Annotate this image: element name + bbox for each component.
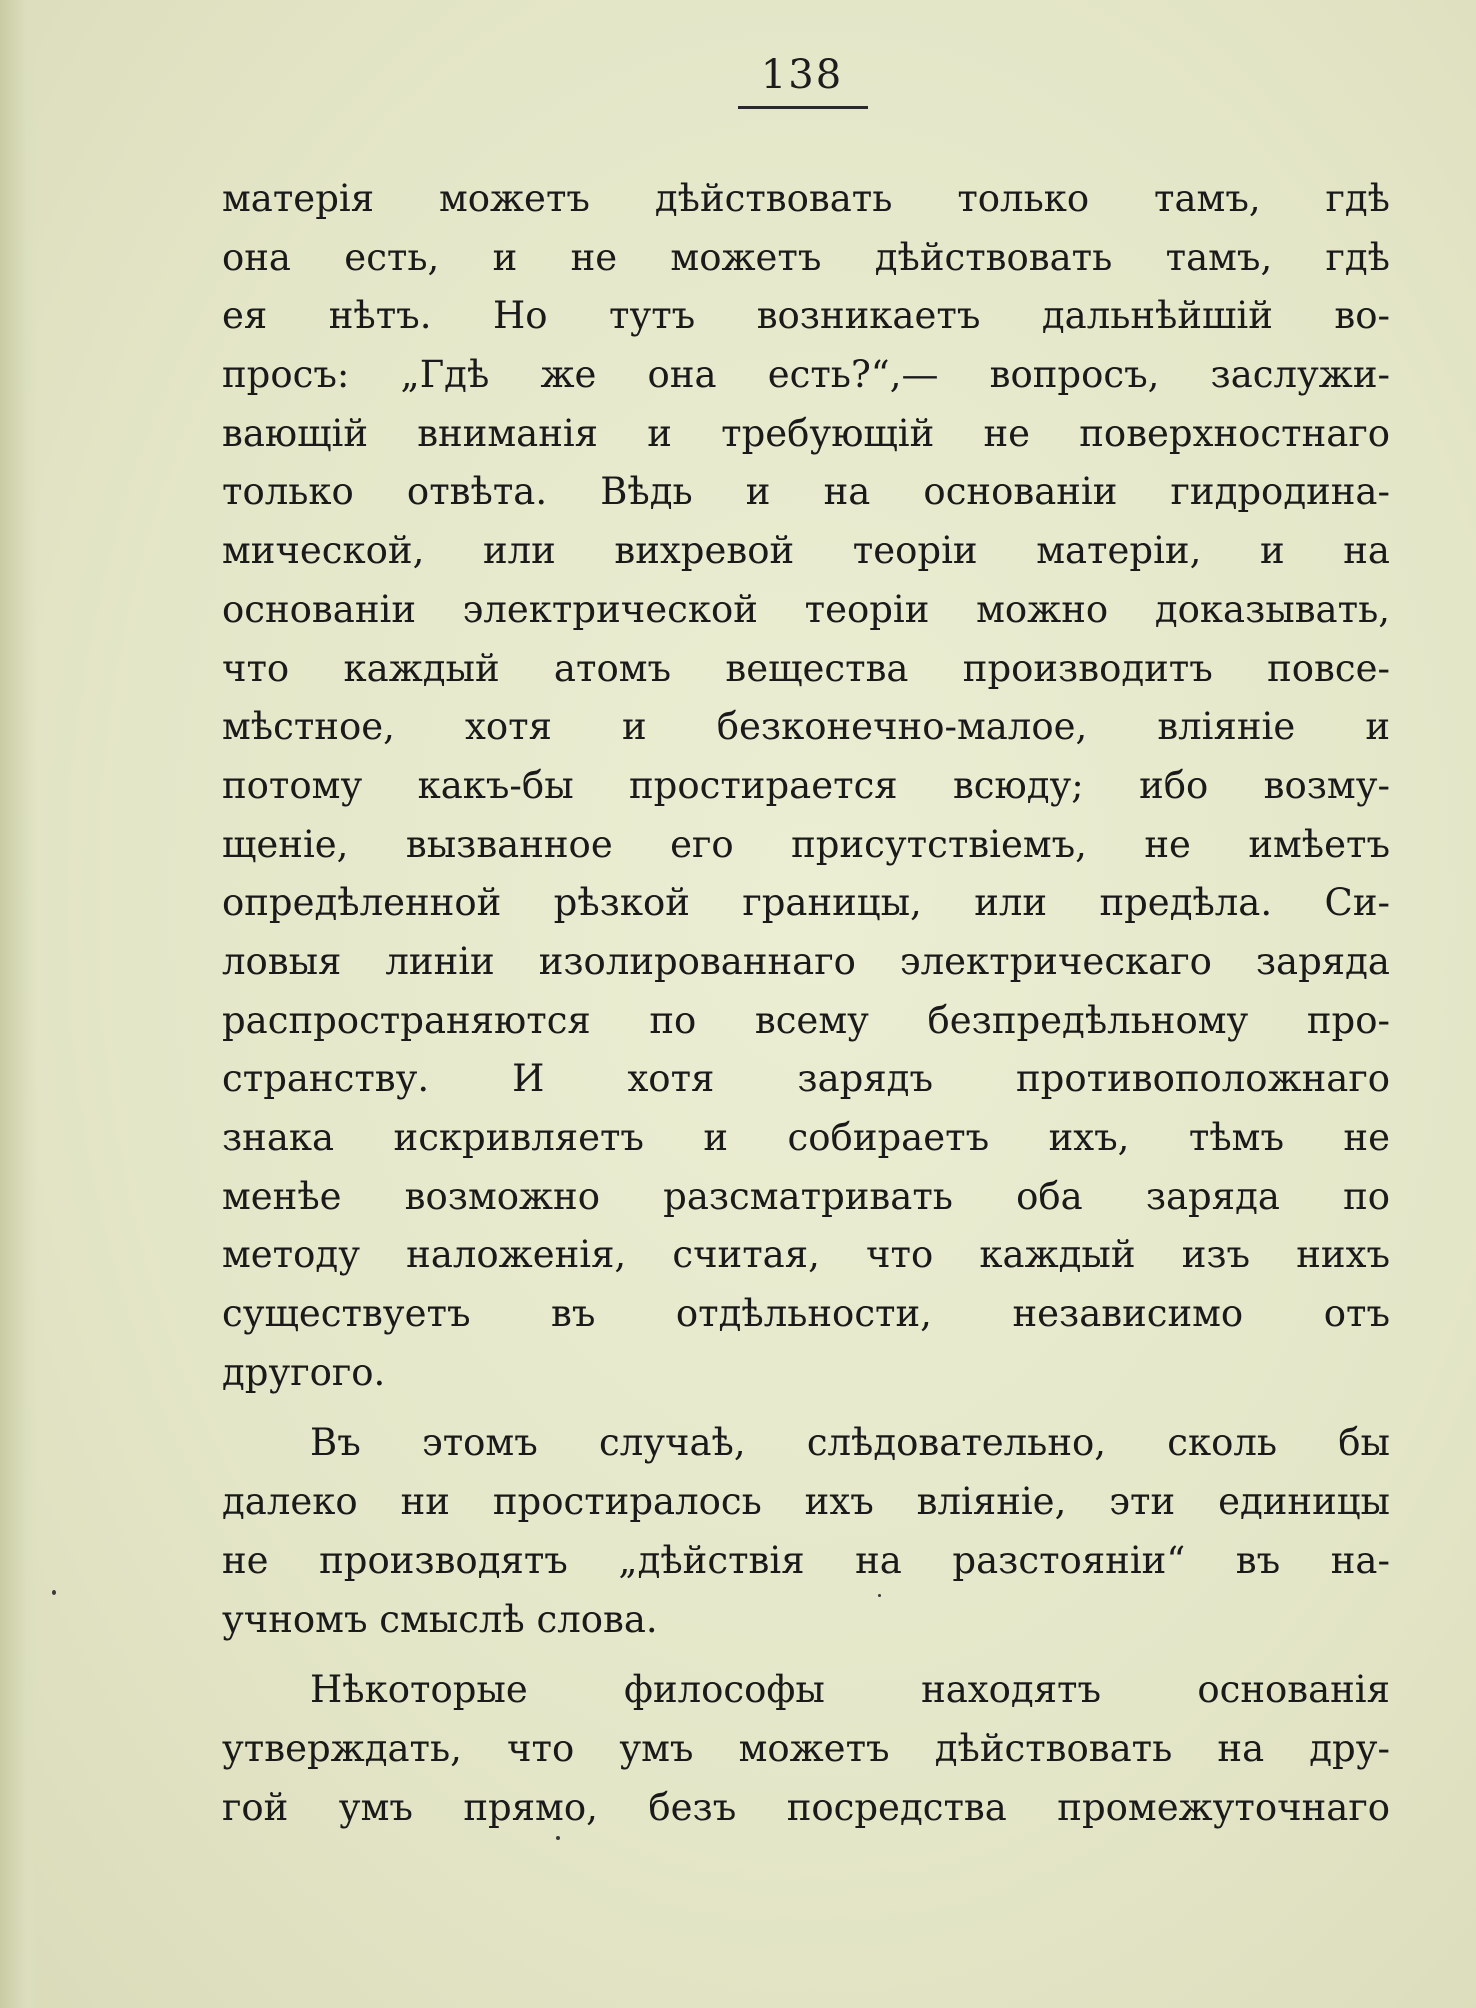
- text-line: Нѣкоторые философы находятъ основанія: [310, 1668, 1390, 1712]
- text-line: вающій вниманія и требующій не поверхностнаго: [222, 411, 1390, 455]
- text-line: утверждать, что умъ можетъ дѣйствовать на дру-: [222, 1726, 1390, 1770]
- text-line: основаніи электрической теоріи можно доказывать,: [222, 587, 1390, 631]
- text-line: не производятъ „дѣйствія на разстояніи“ въ на-: [222, 1538, 1390, 1582]
- paper-speck: [556, 1836, 560, 1840]
- text-line: что каждый атомъ вещества производитъ повсе-: [222, 646, 1390, 690]
- text-line: ея нѣтъ. Но тутъ возникаетъ дальнѣйшій во-: [222, 294, 1390, 338]
- text-line: знака искривляетъ и собираетъ ихъ, тѣмъ не: [222, 1116, 1390, 1159]
- text-line: мической, или вихревой теоріи матеріи, и на: [222, 529, 1390, 573]
- text-line: учномъ смыслѣ слова.: [222, 1597, 658, 1641]
- page-number-rule: [738, 106, 868, 109]
- body-text: [222, 170, 1390, 1837]
- text-line: методу наложенія, считая, что каждый изъ нихъ: [222, 1233, 1390, 1277]
- text-line: мѣстное, хотя и безконечно-малое, вліяніе и: [222, 705, 1390, 749]
- text-line: только отвѣта. Вѣдь и на основаніи гидродина-: [222, 470, 1390, 514]
- paper-speck: [52, 1590, 56, 1595]
- page-gutter-shadow: [0, 0, 38, 2008]
- text-line: другого.: [222, 1350, 386, 1394]
- text-line: ловыя линіи изолированнаго электрическаго заряда: [222, 939, 1390, 983]
- text-line: опредѣленной рѣзкой границы, или предѣла. Си-: [222, 881, 1390, 925]
- page-number: 138: [760, 52, 844, 98]
- text-line: существуетъ въ отдѣльности, независимо отъ: [222, 1292, 1390, 1336]
- text-line: просъ: „Гдѣ же она есть?“,— вопросъ, заслужи-: [222, 353, 1390, 397]
- text-line: потому какъ-бы простирается всюду; ибо возму-: [222, 763, 1390, 807]
- paper-speck: [878, 1594, 881, 1597]
- text-line: менѣе возможно разсматривать оба заряда по: [222, 1174, 1390, 1218]
- text-line: она есть, и не можетъ дѣйствовать тамъ, гдѣ: [222, 235, 1390, 279]
- text-line: гой умъ прямо, безъ посредства промежуточнаго: [222, 1785, 1390, 1829]
- text-line: матерія можетъ дѣйствовать только тамъ, гдѣ: [222, 177, 1390, 220]
- text-line: щеніе, вызванное его присутствіемъ, не имѣетъ: [222, 822, 1390, 866]
- text-line: далеко ни простиралось ихъ вліяніе, эти единицы: [222, 1480, 1390, 1524]
- text-line: странству. И хотя зарядъ противоположнаго: [222, 1057, 1390, 1101]
- text-line: распространяются по всему безпредѣльному про-: [222, 998, 1390, 1042]
- text-line: Въ этомъ случаѣ, слѣдовательно, сколь бы: [310, 1421, 1390, 1465]
